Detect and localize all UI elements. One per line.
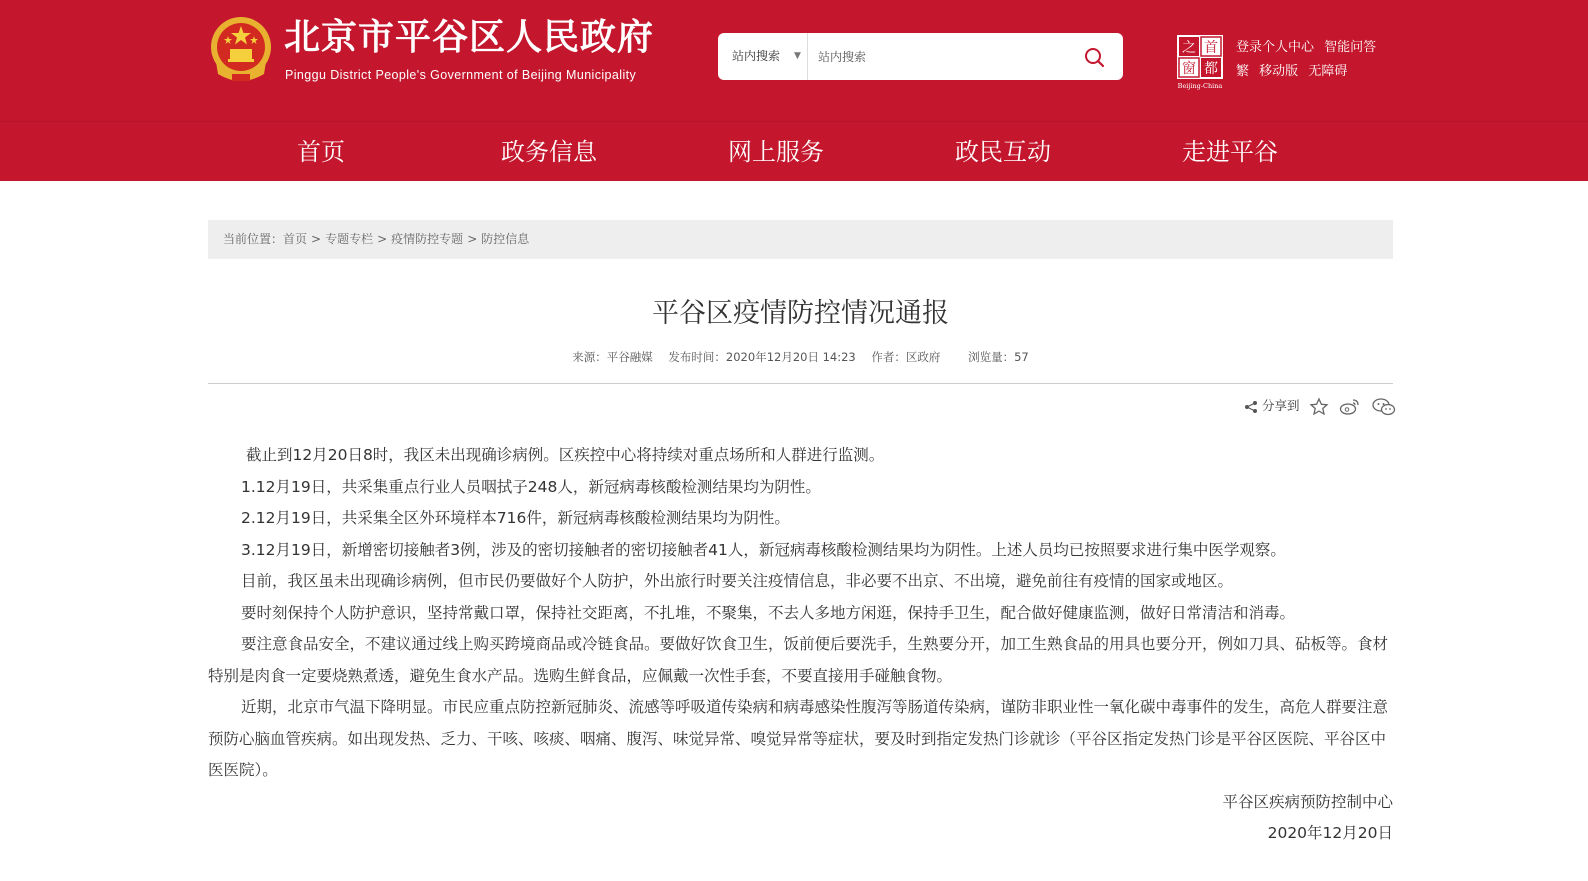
breadcrumb <box>208 220 1393 259</box>
breadcrumb-separator: > <box>311 232 322 246</box>
login-link[interactable]: 登录个人中心 <box>1236 40 1315 55</box>
article-signature: 平谷区疾病预防控制中心 <box>1222 792 1393 811</box>
search-input[interactable] <box>818 43 1068 70</box>
divider <box>208 383 1393 384</box>
nav-item-home[interactable]: 首页 <box>297 138 345 166</box>
share-label: 分享到 <box>1261 398 1300 413</box>
site-subtitle: Pinggu District People's Government of Beijing Municipality <box>285 68 637 82</box>
nav-item-online-services[interactable]: 网上服务 <box>728 138 824 166</box>
article-paragraph: 要注意食品安全，不建议通过线上购买跨境商品或冷链食品。要做好饮食卫生，饭前便后要洗手，生熟要分开，加工生熟食品的用具也要分开，例如刀具、砧板等。食材特别是肉食一定要烧熟煮透，避免生食水产品。选购生鲜食品，应佩戴一次性手套，不要直接用手碰触食物。 <box>208 635 1389 685</box>
article-body <box>208 440 1393 850</box>
svg-text:窗: 窗 <box>1182 61 1196 77</box>
article-title: 平谷区疫情防控情况通报 <box>652 298 949 329</box>
svg-text:之: 之 <box>1182 40 1196 56</box>
main-nav <box>0 121 1588 181</box>
article-paragraph: 截止到12月20日8时，我区未出现确诊病例。区疾控中心将持续对重点场所和人群进行监测。 <box>246 446 885 464</box>
article-published: 发布时间：2020年12月20日 14:23 <box>668 350 856 364</box>
search-bar <box>718 33 1123 80</box>
breadcrumb-prevention-info[interactable]: 防控信息 <box>481 232 530 246</box>
article-paragraph: 要时刻保持个人防护意识，坚持常戴口罩，保持社交距离，不扎堆，不聚集，不去人多地方闲逛，保持手卫生，配合做好健康监测，做好日常清洁和消毒。 <box>241 603 1296 622</box>
breadcrumb-home[interactable]: 首页 <box>283 232 308 246</box>
article-views: 浏览量：57 <box>968 350 1029 364</box>
share-bar <box>1244 396 1397 416</box>
article-paragraph: 2.12月19日，共采集全区外环境样本716件，新冠病毒核酸检测结果均为阴性。 <box>241 509 790 527</box>
breadcrumb-prefix: 当前位置： <box>223 232 284 246</box>
nav-item-government-info[interactable]: 政务信息 <box>501 138 597 166</box>
article-paragraph: 近期，北京市气温下降明显。市民应重点防控新冠肺炎、流感等呼吸道传染病和病毒感染性腹泻等肠道传染病，谨防非职业性一氧化碳中毒事件的发生，高危人群要注意预防心脑血管疾病。如出现发热、乏力、干咳、咳痰、咽痛、腹泻、味觉异常、嗅觉异常等症状，要及时到指定发热门诊就诊（平谷区指定发热门诊是平谷区医院、平谷区中医医院）。 <box>208 698 1389 779</box>
search-scope-select[interactable] <box>718 33 808 80</box>
top-links <box>1236 36 1382 84</box>
chevron-down-icon: ▼ <box>794 51 801 61</box>
site-header <box>0 0 1588 121</box>
breadcrumb-special-topics[interactable]: 专题专栏 <box>325 232 374 246</box>
svg-text:首: 首 <box>1204 40 1218 56</box>
svg-text:都: 都 <box>1204 61 1218 77</box>
share-icon <box>1244 400 1258 414</box>
article-meta <box>208 349 1393 365</box>
article-author: 作者：区政府 <box>871 350 941 364</box>
article-paragraph: 目前，我区虽未出现确诊病例，但市民仍要做好个人防护，外出旅行时要关注疫情信息，非必要不出京、不出境，避免前往有疫情的国家或地区。 <box>241 572 1234 590</box>
article-paragraph: 1.12月19日，共采集重点行业人员咽拭子248人，新冠病毒核酸检测结果均为阴性。 <box>241 477 821 496</box>
site-title[interactable]: 北京市平谷区人民政府 <box>284 17 655 58</box>
favorite-star-icon[interactable] <box>1309 397 1329 417</box>
breadcrumb-epidemic-topic[interactable]: 疫情防控专题 <box>391 232 464 246</box>
wechat-icon[interactable] <box>1371 397 1397 417</box>
smart-qa-link[interactable]: 智能问答 <box>1324 40 1377 55</box>
article-paragraph: 3.12月19日，新增密切接触者3例，涉及的密切接触者的密切接触者41人，新冠病毒核酸检测结果均为阴性。上述人员均已按照要求进行集中医学观察。 <box>241 540 1286 559</box>
article-date: 2020年12月20日 <box>1267 824 1393 842</box>
breadcrumb-separator: > <box>467 232 478 246</box>
national-emblem-logo[interactable] <box>208 14 274 84</box>
breadcrumb-separator: > <box>377 232 388 246</box>
search-scope-label: 站内搜索 <box>732 49 781 63</box>
capital-logo-caption: Beijing-China <box>1177 82 1223 90</box>
nav-item-interaction[interactable]: 政民互动 <box>955 138 1051 166</box>
capital-beijing-logo[interactable] <box>1174 33 1226 91</box>
mobile-version-link[interactable]: 移动版 <box>1259 64 1299 79</box>
weibo-icon[interactable] <box>1339 397 1361 417</box>
search-icon[interactable] <box>1080 43 1108 71</box>
traditional-chinese-link[interactable]: 繁 <box>1236 64 1250 79</box>
nav-item-about-pinggu[interactable]: 走进平谷 <box>1182 138 1278 166</box>
article-source: 来源：平谷融媒 <box>572 350 653 364</box>
accessibility-link[interactable]: 无障碍 <box>1308 64 1348 79</box>
